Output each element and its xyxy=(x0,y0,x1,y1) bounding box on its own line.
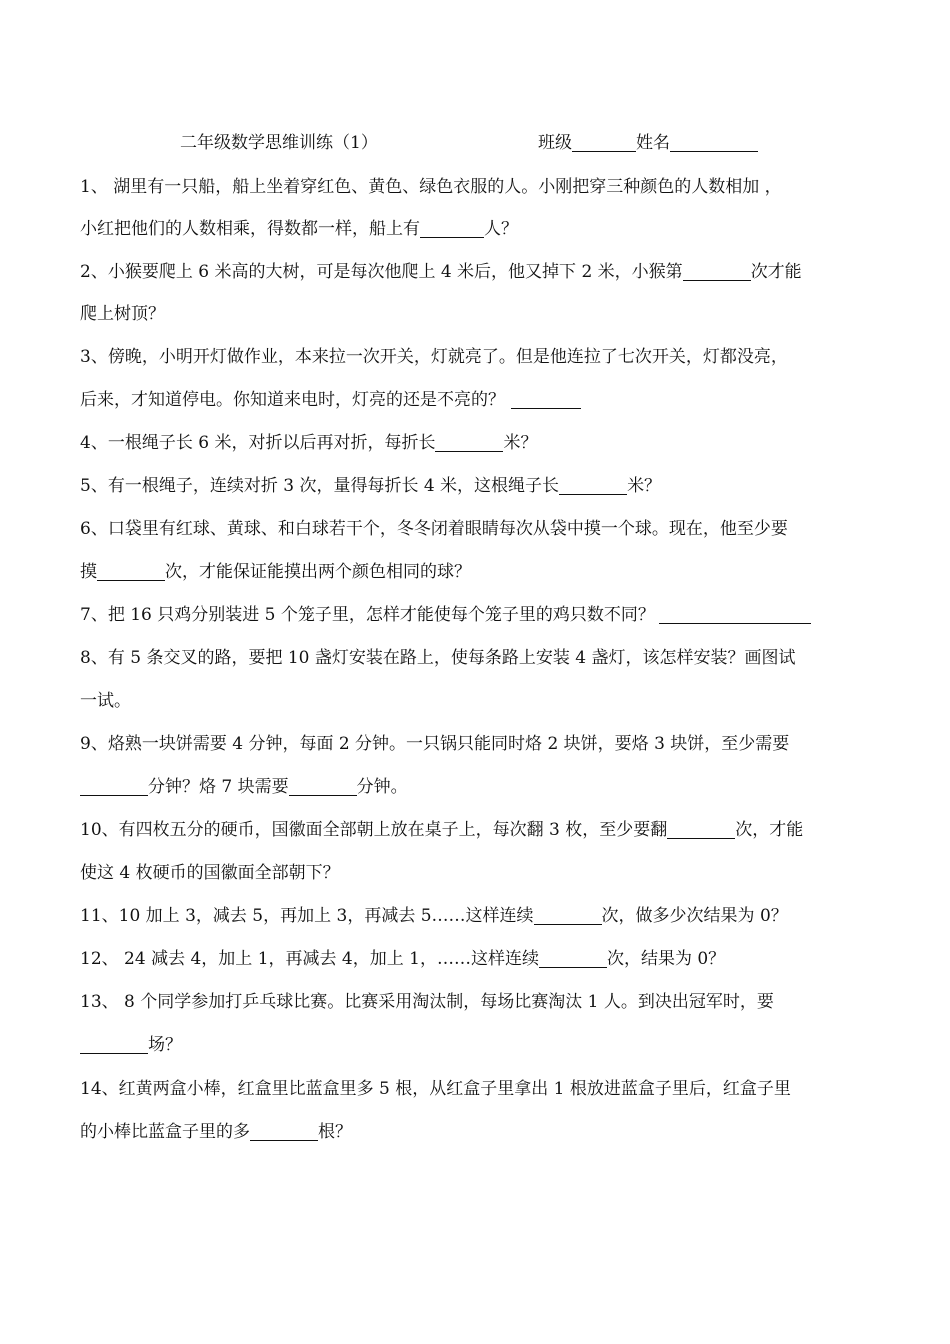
question-10-line-1: 10、有四枚五分的硬币，国徽面全部朝上放在桌子上，每次翻 3 枚，至少要翻 次，才能 xyxy=(80,820,804,840)
answer-blank-13[interactable] xyxy=(80,1035,148,1054)
class-blank[interactable] xyxy=(572,133,636,152)
answer-blank-9b[interactable] xyxy=(289,777,357,796)
question-14-line-2: 的小棒比蓝盒子里的多 根？ xyxy=(80,1122,352,1142)
question-6-line-2: 摸 次，才能保证能摸出两个颜色相同的球？ xyxy=(80,562,471,582)
question-5-line: 5、有一根绳子，连续对折 3 次，量得每折长 4 米，这根绳子长 米？ xyxy=(80,476,662,496)
question-13-line-1: 13、 8 个同学参加打乒乓球比赛。比赛采用淘汰制，每场比赛淘汰 1 人。到决出冠军时，要 xyxy=(80,992,774,1012)
question-1-line-2: 小红把他们的人数相乘，得数都一样，船上有 人？ xyxy=(80,219,518,239)
answer-blank-1[interactable] xyxy=(420,219,484,238)
answer-blank-10[interactable] xyxy=(667,820,735,839)
question-12-line: 12、 24 减去 4，加上 1，再减去 4，加上 1，……这样连续 次，结果为 0？ xyxy=(80,949,726,969)
question-6-line-1: 6、口袋里有红球、黄球、和白球若干个，冬冬闭着眼睛每次从袋中摸一个球。现在，他至少要 xyxy=(80,519,788,539)
question-3-line-1: 3、傍晚，小明开灯做作业，本来拉一次开关，灯就亮了。但是他连拉了七次开关，灯都没亮， xyxy=(80,347,788,367)
question-8-line-2: 一试。 xyxy=(80,691,131,711)
answer-blank-5[interactable] xyxy=(559,476,627,495)
question-8-line-1: 8、有 5 条交叉的路，要把 10 盏灯安装在路上，使每条路上安装 4 盏灯，该怎样安装？画图试 xyxy=(80,648,796,668)
answer-blank-2[interactable] xyxy=(683,262,751,281)
question-2-line-2: 爬上树顶？ xyxy=(80,304,165,324)
question-11-line: 11、10 加上 3，减去 5，再加上 3，再减去 5……这样连续 次，做多少次结果为 0？ xyxy=(80,906,788,926)
name-blank[interactable] xyxy=(670,133,758,152)
question-9-line-1: 9、烙熟一块饼需要 4 分钟，每面 2 分钟。一只锅只能同时烙 2 块饼，要烙 3 块饼，至少需要 xyxy=(80,734,790,754)
class-label: 班级 xyxy=(538,133,572,153)
name-label: 姓名 xyxy=(636,133,670,153)
answer-blank-7[interactable] xyxy=(659,605,811,624)
answer-blank-3[interactable] xyxy=(511,390,581,409)
question-9-line-2: 分钟？烙 7 块需要 分钟。 xyxy=(80,776,408,798)
question-7-line: 7、把 16 只鸡分别装进 5 个笼子里，怎样才能使每个笼子里的鸡只数不同？ xyxy=(80,604,811,626)
question-2-line-1: 2、小猴要爬上 6 米高的大树，可是每次他爬上 4 米后，他又掉下 2 米，小猴第 次才能 xyxy=(80,262,802,282)
question-1-line-1: 1、 湖里有一只船，船上坐着穿红色、黄色、绿色衣服的人。小刚把穿三种颜色的人数相加 ， xyxy=(80,177,782,197)
answer-blank-14[interactable] xyxy=(250,1122,318,1141)
question-3-line-2: 后来，才知道停电。你知道来电时，灯亮的还是不亮的？ xyxy=(80,389,581,411)
answer-blank-11[interactable] xyxy=(534,906,602,925)
question-13-line-2: 场？ xyxy=(80,1034,182,1056)
question-4-line: 4、一根绳子长 6 米，对折以后再对折，每折长 米？ xyxy=(80,433,538,453)
student-info xyxy=(538,128,758,153)
answer-blank-9a[interactable] xyxy=(80,777,148,796)
answer-blank-6[interactable] xyxy=(97,562,165,581)
question-10-line-2: 使这 4 枚硬币的国徽面全部朝下？ xyxy=(80,863,340,883)
worksheet-title: 二年级数学思维训练（1） xyxy=(180,133,378,153)
question-14-line-1: 14、红黄两盒小棒，红盒里比蓝盒里多 5 根，从红盒子里拿出 1 根放进蓝盒子里后，红盒子里 xyxy=(80,1079,791,1099)
answer-blank-4[interactable] xyxy=(435,433,503,452)
answer-blank-12[interactable] xyxy=(539,949,607,968)
